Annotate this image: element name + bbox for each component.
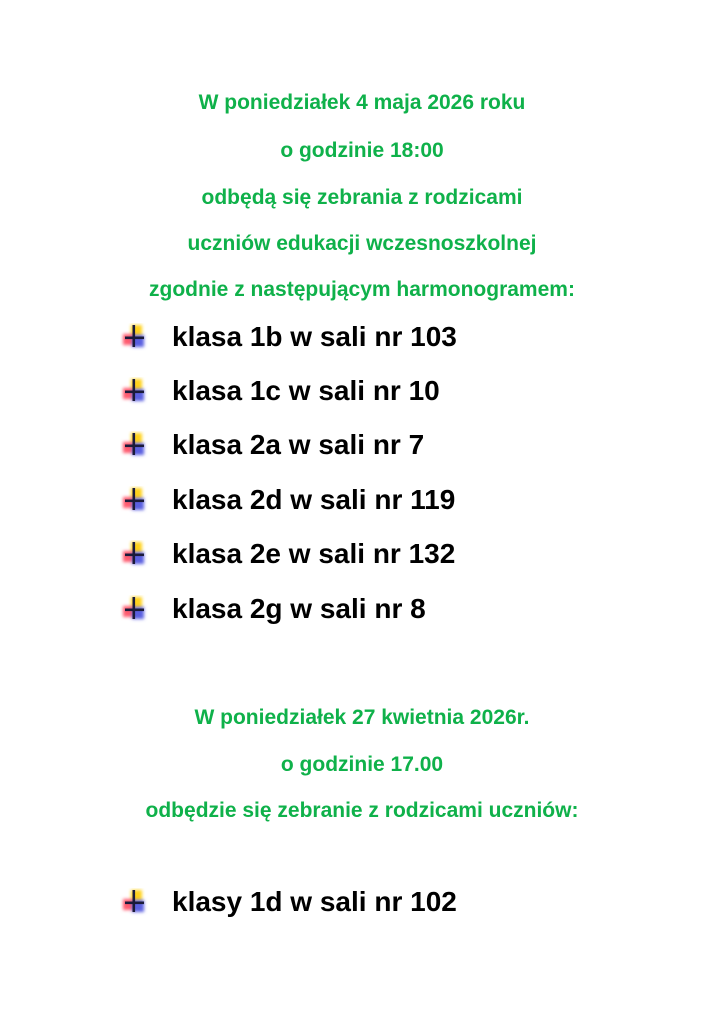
list-item: [120, 480, 455, 520]
heading-line-students: uczniów edukacji wczesnoszkolnej: [187, 232, 537, 255]
heading-line-schedule: zgodnie z następującym harmonogramem:: [149, 278, 575, 301]
cross-bullet-icon: [120, 323, 148, 351]
heading-line-time: o godzinie 17.00: [280, 753, 444, 776]
list-item: [120, 371, 440, 411]
heading-line-date: W poniedziałek 27 kwietnia 2026r.: [194, 706, 530, 729]
list-item-text: klasa 2a w sali nr 7: [172, 429, 425, 460]
cross-bullet-icon: [120, 377, 148, 405]
list-item: [120, 589, 426, 629]
list-item: [120, 425, 424, 465]
cross-bullet-icon: [120, 595, 148, 623]
list-item: [120, 317, 457, 357]
heading-line-time: o godzinie 18:00: [280, 139, 444, 162]
list-item-text: klasa 2d w sali nr 119: [172, 484, 456, 515]
list-item: [120, 534, 455, 574]
list-item: [120, 882, 457, 922]
list-item-text: klasa 1c w sali nr 10: [172, 375, 440, 406]
list-item-text: klasa 2g w sali nr 8: [172, 593, 426, 624]
cross-bullet-icon: [120, 431, 148, 459]
heading-line-meeting: odbędą się zebrania z rodzicami: [201, 186, 523, 209]
list-item-text: klasa 2e w sali nr 132: [172, 538, 456, 569]
list-item-text: klasy 1d w sali nr 102: [172, 886, 457, 917]
heading-line-meeting: odbędzie się zebranie z rodzicami uczniów:: [145, 799, 579, 822]
heading-line-date: W poniedziałek 4 maja 2026 roku: [198, 91, 526, 114]
cross-bullet-icon: [120, 486, 148, 514]
cross-bullet-icon: [120, 540, 148, 568]
cross-bullet-icon: [120, 888, 148, 916]
list-item-text: klasa 1b w sali nr 103: [172, 321, 457, 352]
